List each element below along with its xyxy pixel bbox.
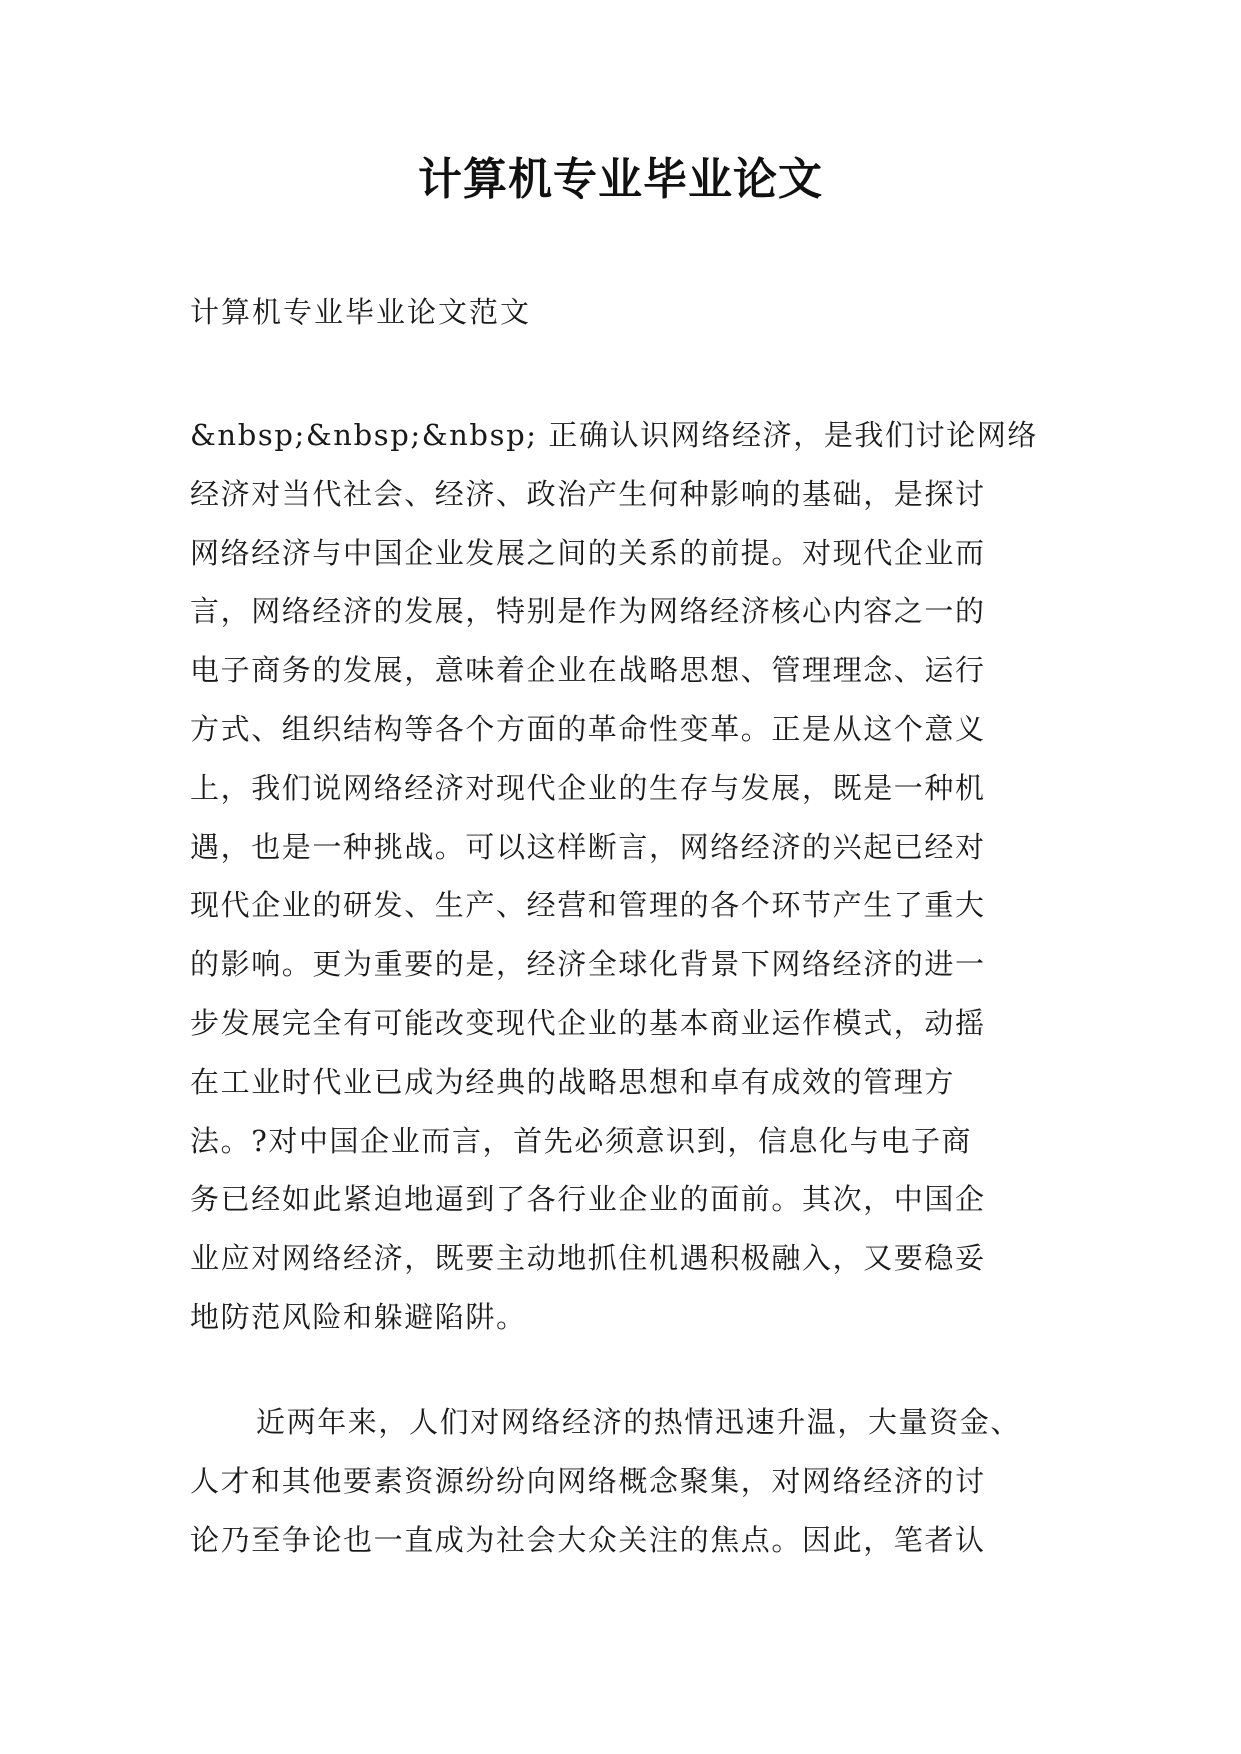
body-paragraph-2 [190, 1393, 1050, 1569]
paragraph-line: 业应对网络经济，既要主动地抓住机遇积极融入，又要稳妥 [190, 1241, 986, 1276]
document-title: 计算机专业毕业论文 [418, 154, 823, 205]
paragraph-line: 电子商务的发展，意味着企业在战略思想、管理理念、运行 [190, 653, 986, 688]
paragraph-line: 经济对当代社会、经济、政治产生何种影响的基础，是探讨 [190, 476, 986, 511]
paragraph-line: 论乃至争论也一直成为社会大众关注的焦点。因此，笔者认 [190, 1522, 986, 1557]
paragraph-line: 近两年来，人们对网络经济的热情迅速升温，大量资金、 [256, 1405, 1022, 1439]
paragraph-line: 在工业时代业已成为经典的战略思想和卓有成效的管理方 [190, 1064, 956, 1099]
paragraph-line: &nbsp;&nbsp;&nbsp; 正确认识网络经济，是我们讨论网络 [190, 418, 1039, 452]
paragraph-line: 的影响。更为重要的是，经济全球化背景下网络经济的进一 [190, 947, 986, 982]
paragraph-line: 地防范风险和躲避陷阱。 [190, 1299, 527, 1334]
paragraph-line: 方式、组织结构等各个方面的革命性变革。正是从这个意义 [190, 711, 986, 746]
paragraph-line: 遇，也是一种挑战。可以这样断言，网络经济的兴起已经对 [190, 829, 986, 864]
paragraph-line: 现代企业的研发、生产、经营和管理的各个环节产生了重大 [190, 888, 986, 923]
paragraph-line: 上，我们说网络经济对现代企业的生存与发展，既是一种机 [190, 770, 986, 805]
paragraph-line: 人才和其他要素资源纷纷向网络概念聚集，对网络经济的讨 [190, 1463, 986, 1498]
paragraph-line: 言，网络经济的发展，特别是作为网络经济核心内容之一的 [190, 594, 986, 629]
paragraph-line: 务已经如此紧迫地逼到了各行业企业的面前。其次，中国企 [190, 1182, 986, 1217]
body-paragraph-1 [190, 406, 1050, 1347]
paragraph-line: 网络经济与中国企业发展之间的关系的前提。对现代企业而 [190, 535, 986, 570]
paragraph-line: 步发展完全有可能改变现代企业的基本商业运作模式，动摇 [190, 1005, 986, 1040]
paragraph-line: 法。?对中国企业而言，首先必须意识到，信息化与电子商 [190, 1123, 973, 1158]
document-subtitle: 计算机专业毕业论文范文 [190, 295, 532, 329]
